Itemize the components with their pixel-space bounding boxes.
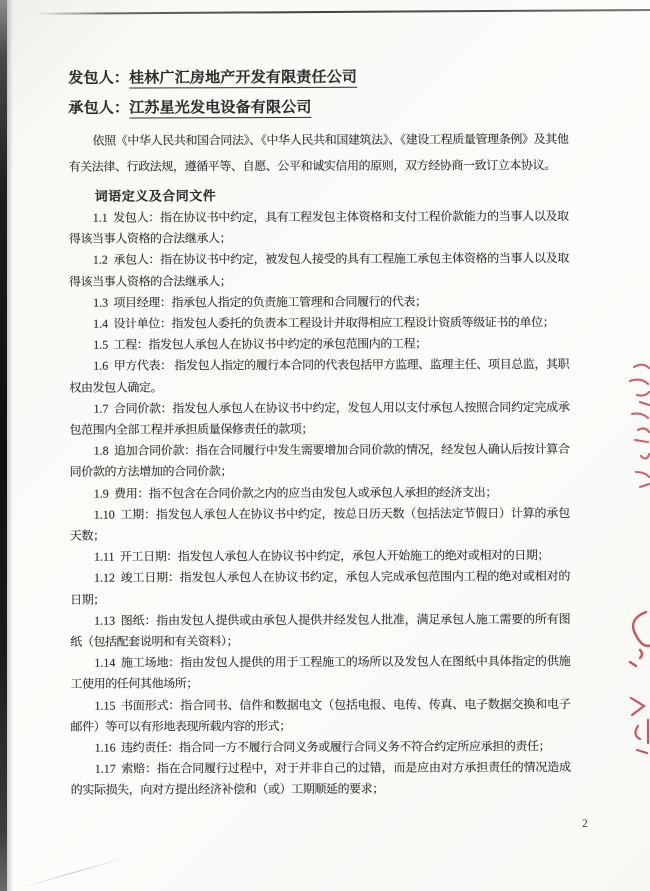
clause-number: 1.17 <box>94 761 116 776</box>
definition-clause <box>69 333 569 356</box>
definition-clause <box>69 312 569 335</box>
definition-clause <box>70 545 570 568</box>
section-heading: 词语定义及合同文件 <box>94 188 217 204</box>
party-label: 发包人： <box>68 70 130 87</box>
clause-number: 1.5 <box>93 337 109 352</box>
clause-number: 1.6 <box>93 359 109 374</box>
clause-text: 索赔：指在合同履行过程中，对于并非自己的过错，而是应由对方承担责任的情况造成的实际损失，向对方提出经济补偿和（或）工期顺延的要求； <box>70 760 571 798</box>
definition-clause <box>70 651 570 695</box>
clause-text: 竣工日期：指发包人承包人在协议书约定，承包人完成承包范围内工程的绝对或相对的日期； <box>70 569 571 607</box>
party-line <box>68 62 650 94</box>
definition-clause <box>70 609 570 653</box>
definition-clause <box>70 482 570 505</box>
clause-text: 工期：指发包人承包人在协议书中约定，按总日历天数（包括法定节假日）计算的承包天数； <box>69 505 570 543</box>
definition-clause <box>70 503 570 547</box>
clause-text: 追加合同价款：指在合同履行中发生需要增加合同价款的情况，经发包人确认后按计算合同价款的方法增加的合同价款； <box>69 442 570 480</box>
clause-text: 承包人：指在协议书中约定，被发包人接受的具有工程施工承包主体资格的当事人以及取得该当事人资格的合法继承人； <box>68 251 569 289</box>
party-line <box>68 92 650 124</box>
definition-clause <box>71 757 571 801</box>
definition-clause <box>70 694 570 738</box>
clause-text: 设计单位：指发包人委托的负责本工程设计并取得相应工程设计资质等级证书的单位； <box>113 315 555 331</box>
clause-text: 开工日期：指发包人承包人在协议书中约定，承包人开始施工的绝对或相对的日期； <box>119 548 550 564</box>
party-label: 承包人： <box>68 100 130 117</box>
clause-number: 1.4 <box>93 316 109 331</box>
clause-number: 1.9 <box>93 486 109 501</box>
clause-number: 1.10 <box>93 507 115 522</box>
clause-number: 1.13 <box>94 613 116 628</box>
page-number: 2 <box>582 818 588 830</box>
clause-number: 1.2 <box>92 253 108 268</box>
clause-text: 施工场地：指由发包人提供的用于工程施工的场所以及发包人在图纸中具体指定的供施工使用的任何其他场所； <box>70 654 571 692</box>
party-lines <box>68 62 650 124</box>
definition-clause <box>69 206 569 250</box>
clause-number: 1.11 <box>93 549 115 564</box>
clause-text: 图纸：指由发包人提供或由承包人提供并经发包人批准，满足承包人施工需要的所有图纸（包括配套说明和有关资料）； <box>70 611 571 649</box>
clause-text: 发包人：指在协议书中约定，具有工程发包主体资格和支付工程价款能力的当事人以及取得该当事人资格的合法继承人； <box>68 209 569 246</box>
clause-number: 1.7 <box>93 401 109 416</box>
definition-clause <box>69 397 569 441</box>
definition-clause <box>69 354 569 398</box>
clause-text: 项目经理：指承包人指定的负责施工管理和合同履行的代表； <box>113 294 427 310</box>
party-company-name: 江苏星光发电设备有限公司 <box>129 99 312 117</box>
clause-number: 1.8 <box>93 443 109 458</box>
definition-clause <box>71 736 571 759</box>
clause-number: 1.14 <box>94 655 116 670</box>
definition-clause <box>69 291 569 314</box>
clause-number: 1.3 <box>93 295 109 310</box>
clause-text: 违约责任：指合同一方不履行合同义务或履行合同义务不符合约定所应承担的责任； <box>120 739 551 755</box>
clause-text: 书面形式：指合同书、信件和数据电文（包括电报、电传、传真、电子数据交换和电子邮件）等可以有形地表现所载内容的形式； <box>70 696 571 734</box>
clause-number: 1.16 <box>94 740 116 755</box>
clause-text: 甲方代表： 指发包人指定的履行本合同的代表包括甲方监理、监理主任、项目总监，其职权由发包人确定。 <box>69 357 570 395</box>
clause-number: 1.15 <box>94 698 116 713</box>
definition-clause <box>70 439 570 483</box>
contract-preamble: 依照《中华人民共和国合同法》、《中华人民共和国建筑法》、《建设工程质量管理条例》及其他有关法律、行政法规，遵循平等、自愿、公平和诚实信用的原则，双方经协商一致订立本协议。 <box>68 132 569 174</box>
paper-crease <box>16 855 132 889</box>
party-company-name: 桂林广汇房地产开发有限责任公司 <box>129 69 358 87</box>
definition-clause <box>69 248 569 292</box>
definition-clause <box>70 566 570 610</box>
clause-text: 合同价款：指发包人承包人在协议书中约定，发包人用以支付承包人按照合同约定完成承包范围内全部工程并承担质量保修责任的款项； <box>69 399 570 437</box>
clause-number: 1.1 <box>92 210 108 225</box>
clause-text: 费用：指不包含在合同价款之内的应当由发包人或承包人承担的经济支出； <box>114 484 497 501</box>
definition-clause-list <box>69 206 571 801</box>
clause-text: 工程：指发包人承包人在协议书中约定的承包范围内的工程； <box>113 336 427 352</box>
clause-number: 1.12 <box>93 571 116 586</box>
